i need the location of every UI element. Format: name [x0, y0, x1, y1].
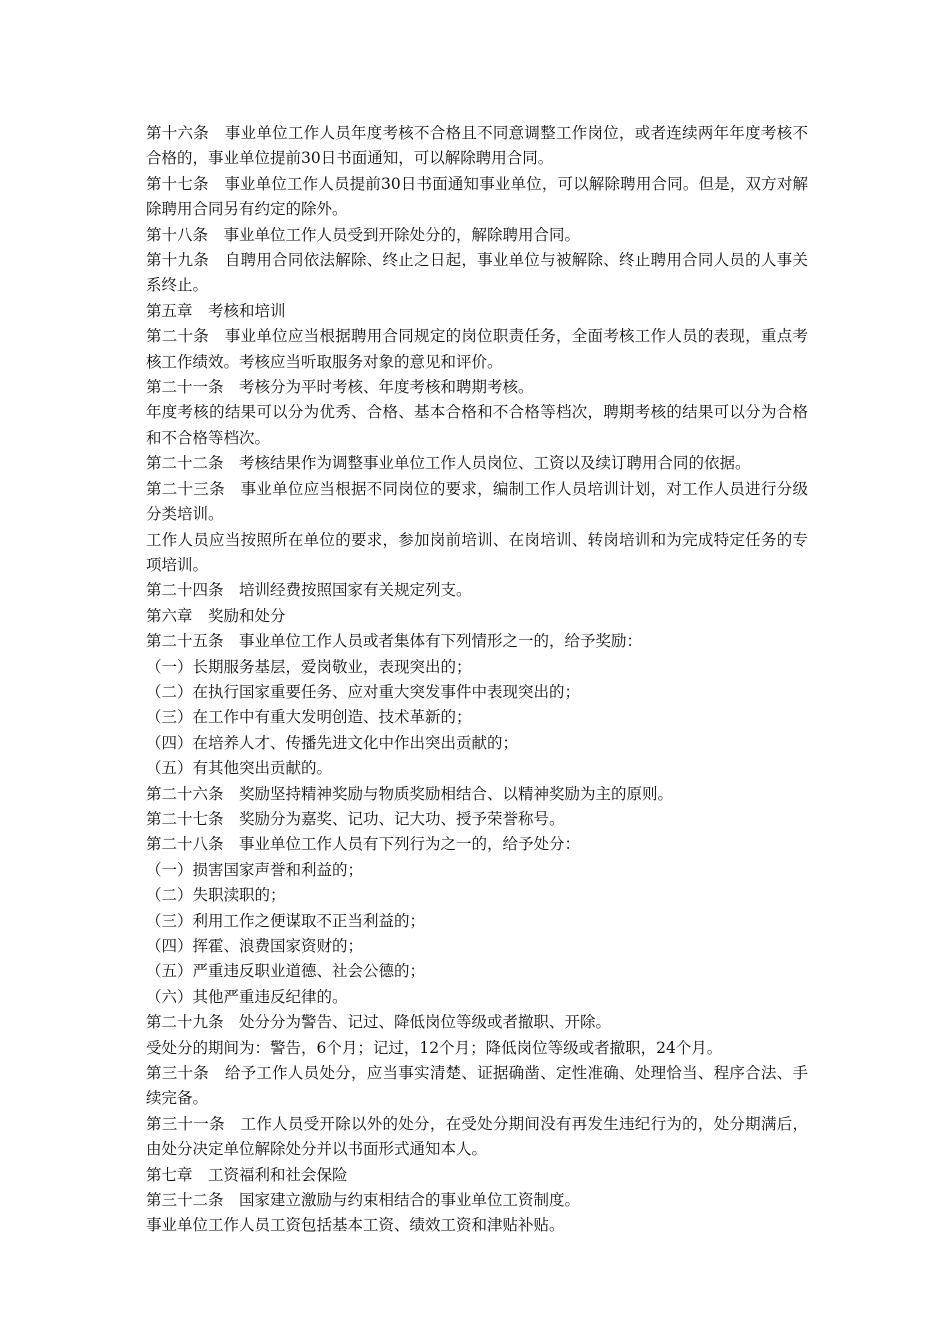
article-17: 第十七条 事业单位工作人员提前30日书面通知事业单位，可以解除聘用合同。但是，双方对解除聘用合同另有约定的除外。 — [146, 174, 808, 219]
article-28-item-5: （五）严重违反职业道德、社会公德的； — [146, 962, 426, 981]
article-31: 第三十一条 工作人员受开除以外的处分，在受处分期间没有再发生违纪行为的，处分期满后，由处分决定单位解除处分并以书面形式通知本人。 — [146, 1114, 808, 1159]
article-18: 第十八条 事业单位工作人员受到开除处分的，解除聘用合同。 — [146, 225, 581, 244]
chapter-6-heading: 第六章 奖励和处分 — [146, 606, 286, 625]
article-21: 第二十一条 考核分为平时考核、年度考核和聘期考核。 — [146, 378, 534, 397]
article-22: 第二十二条 考核结果作为调整事业单位工作人员岗位、工资以及续订聘用合同的依据。 — [146, 454, 751, 473]
article-25-item-4: （四）在培养人才、传播先进文化中作出突出贡献的； — [146, 733, 519, 752]
article-20: 第二十条 事业单位应当根据聘用合同规定的岗位职责任务，全面考核工作人员的表现，重点考核工作绩效。考核应当听取服务对象的意见和评价。 — [146, 327, 808, 371]
article-25-item-2: （二）在执行国家重要任务、应对重大突发事件中表现突出的； — [146, 682, 581, 701]
article-32: 第三十二条 国家建立激励与约束相结合的事业单位工资制度。 — [146, 1191, 581, 1210]
article-21-paragraph-2: 年度考核的结果可以分为优秀、合格、基本合格和不合格等档次，聘期考核的结果可以分为合格和不合格等档次。 — [146, 403, 808, 447]
article-25-item-5: （五）有其他突出贡献的。 — [146, 759, 333, 778]
article-32-paragraph-2: 事业单位工作人员工资包括基本工资、绩效工资和津贴补贴。 — [146, 1216, 565, 1235]
article-25: 第二十五条 事业单位工作人员或者集体有下列情形之一的，给予奖励： — [146, 632, 643, 651]
article-30: 第三十条 给予工作人员处分，应当事实清楚、证据确凿、定性准确、处理恰当、程序合法、手续完备。 — [146, 1064, 808, 1108]
article-19: 第十九条 自聘用合同依法解除、终止之日起，事业单位与被解除、终止聘用合同人员的人事关系终止。 — [146, 251, 808, 295]
article-16: 第十六条 事业单位工作人员年度考核不合格且不同意调整工作岗位，或者连续两年年度考核不合格的，事业单位提前30日书面通知，可以解除聘用合同。 — [146, 124, 808, 168]
article-28: 第二十八条 事业单位工作人员有下列行为之一的，给予处分： — [146, 835, 581, 854]
article-26: 第二十六条 奖励坚持精神奖励与物质奖励相结合、以精神奖励为主的原则。 — [146, 784, 674, 803]
article-28-item-2: （二）失职渎职的； — [146, 886, 286, 905]
article-29-paragraph-2: 受处分的期间为：警告，6个月；记过，12个月；降低岗位等级或者撤职，24个月。 — [146, 1038, 723, 1057]
chapter-5-heading: 第五章 考核和培训 — [146, 301, 286, 320]
article-24: 第二十四条 培训经费按照国家有关规定列支。 — [146, 581, 472, 600]
article-25-item-3: （三）在工作中有重大发明创造、技术革新的； — [146, 708, 472, 727]
document-body — [146, 121, 808, 1239]
chapter-7-heading: 第七章 工资福利和社会保险 — [146, 1165, 348, 1184]
article-28-item-4: （四）挥霍、浪费国家资财的； — [146, 937, 364, 955]
article-23: 第二十三条 事业单位应当根据不同岗位的要求，编制工作人员培训计划，对工作人员进行分级分类培训。 — [146, 479, 808, 524]
article-27: 第二十七条 奖励分为嘉奖、记功、记大功、授予荣誉称号。 — [146, 809, 565, 828]
article-29: 第二十九条 处分分为警告、记过、降低岗位等级或者撤职、开除。 — [146, 1013, 612, 1032]
article-28-item-6: （六）其他严重违反纪律的。 — [146, 987, 348, 1006]
article-28-item-3: （三）利用工作之便谋取不正当利益的； — [146, 911, 426, 930]
article-28-item-1: （一）损害国家声誉和利益的； — [146, 860, 364, 879]
article-25-item-1: （一）长期服务基层，爱岗敬业，表现突出的； — [146, 657, 472, 676]
article-23-paragraph-2: 工作人员应当按照所在单位的要求，参加岗前培训、在岗培训、转岗培训和为完成特定任务的专项培训。 — [146, 530, 808, 574]
